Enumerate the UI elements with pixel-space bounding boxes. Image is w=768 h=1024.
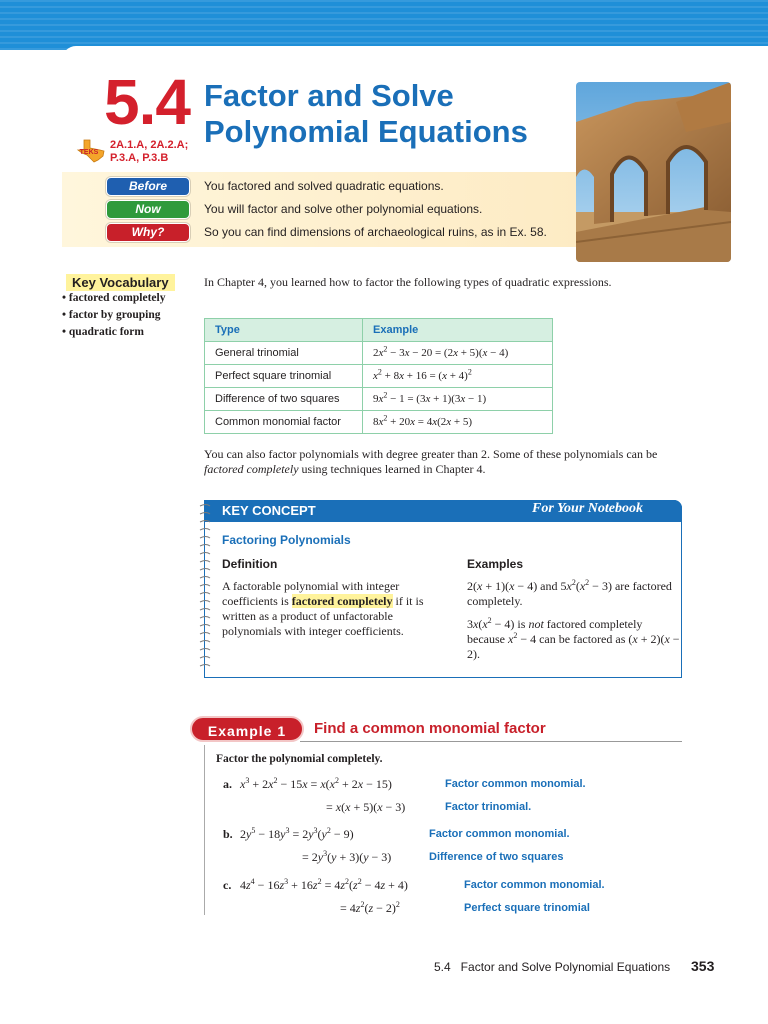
part-label: a. [223, 777, 232, 791]
table-cell-type: Perfect square trinomial [205, 365, 363, 388]
part-label: c. [223, 878, 232, 892]
archaeological-arches-photo [576, 82, 731, 262]
para-emphasis: factored completely [204, 462, 299, 476]
step-note: Perfect square trinomial [464, 902, 590, 914]
ex2-text: is [514, 617, 529, 631]
why-pill: Why? [106, 223, 190, 242]
key-concept-subtitle: Factoring Polynomials [222, 533, 351, 547]
table-cell-example: $8x^2 + 20x = 4x(2x + 5)$ [363, 411, 553, 434]
footer-title: 5.4 Factor and Solve Polynomial Equations [434, 960, 671, 974]
page-number: 353 [691, 958, 715, 974]
ex1-text: are factored completely. [467, 579, 672, 608]
math-line: $4z^4 - 16z^3 + 16z^2 = 4z^2(z^2 - 4z + 4)$ [240, 877, 408, 892]
before-pill: Before [106, 177, 190, 196]
definition-heading: Definition [222, 557, 278, 571]
math-line: = $2y^3(y + 3)(y - 3)$ [302, 849, 392, 864]
math-line: $2y^5 - 18y^3 = 2y^3(y^2 - 9)$ [240, 826, 354, 841]
ex2-text: can be factored as [536, 632, 626, 646]
key-concept-title: KEY CONCEPT [222, 503, 316, 518]
definition-text [222, 579, 442, 639]
intro-paragraph: In Chapter 4, you learned how to factor the following types of quadratic expressions. [204, 275, 612, 289]
teks-line-1: 2A.1.A, 2A.2.A; [110, 139, 189, 151]
para-text: You can also factor polynomials with degree greater than 2. Some of these polynomials can be [204, 447, 658, 461]
table-row [205, 365, 553, 388]
key-vocabulary-title: Key Vocabulary [66, 274, 175, 291]
math-line: $x^3 + 2x^2 - 15x = x(x^2 + 2x - 15)$ [240, 776, 392, 791]
example-title: Find a common monomial factor [314, 720, 546, 737]
part-label: b. [223, 827, 233, 841]
ex2-not: not [528, 617, 544, 631]
table-cell-example: $9x^2 - 1 = (3x + 1)(3x - 1)$ [363, 388, 553, 411]
table-cell-type: Common monomial factor [205, 411, 363, 434]
now-text: You will factor and solve other polynomial equations. [204, 202, 483, 216]
table-cell-example: $x^2 + 8x + 16 = (x + 4)^2$ [363, 365, 553, 388]
table-row [205, 411, 553, 434]
table-cell-type: General trinomial [205, 342, 363, 365]
def-text: if it is written as a product of unfactorable polynomials with integer coefficients. [222, 594, 424, 638]
texas-map-icon [76, 139, 106, 163]
step-note: Difference of two squares [429, 851, 564, 863]
table-row [205, 342, 553, 365]
example-side-rule [204, 745, 205, 915]
vocab-item: • factor by grouping [62, 309, 161, 321]
spiral-binding-icon [198, 500, 212, 676]
now-pill: Now [106, 200, 190, 219]
table-header: Type [205, 319, 363, 342]
example-badge: Example 1 [190, 716, 304, 742]
top-banner [0, 0, 768, 50]
teks-line-2: P.3.A, P.3.B [110, 152, 169, 164]
degree-paragraph [204, 447, 664, 477]
for-your-notebook-label: For Your Notebook [532, 501, 643, 516]
example-instruction: Factor the polynomial completely. [216, 753, 383, 765]
def-text: A factorable polynomial with integer coefficients is [222, 579, 400, 608]
vocab-item: • factored completely [62, 292, 166, 304]
step-note: Factor common monomial. [445, 778, 586, 790]
section-number: 5.4 [104, 66, 190, 138]
before-text: You factored and solved quadratic equations. [204, 179, 444, 193]
teks-standards [110, 139, 188, 165]
table-row [205, 388, 553, 411]
teks-label: TEKS [79, 149, 99, 156]
ex2-text: factored completely because [467, 617, 643, 646]
factoring-types-table [204, 318, 553, 434]
concept-example-1: 2(x + 1)(x − 4) and $5x^2(x^2 - 3)$ are factored completely. [467, 578, 672, 608]
why-text: So you can find dimensions of archaeological ruins, as in Ex. 58. [204, 225, 547, 239]
def-highlight: factored completely [291, 594, 393, 608]
page-title: Factor and Solve Polynomial Equations [204, 78, 528, 149]
math-line: = x(x + 5)(x − 3) [326, 800, 406, 814]
concept-example-2: $3x(x^2 - 4)$ is not factored completely because $x^2 - 4$ can be factored as (x + 2)(x − 2). [467, 616, 680, 661]
step-note: Factor common monomial. [429, 828, 570, 840]
table-cell-type: Difference of two squares [205, 388, 363, 411]
step-note: Factor common monomial. [464, 879, 605, 891]
example-rule [300, 741, 682, 742]
vocab-item: • quadratic form [62, 326, 144, 338]
step-note: Factor trinomial. [445, 801, 532, 813]
table-cell-example: $2x^2 - 3x - 20 = (2x + 5)(x - 4)$ [363, 342, 553, 365]
math-line: = $4z^2(z - 2)^2$ [340, 900, 400, 915]
table-header: Example [363, 319, 553, 342]
para-text: using techniques learned in Chapter 4. [298, 462, 486, 476]
examples-heading: Examples [467, 557, 524, 571]
table-header-row [205, 319, 553, 342]
